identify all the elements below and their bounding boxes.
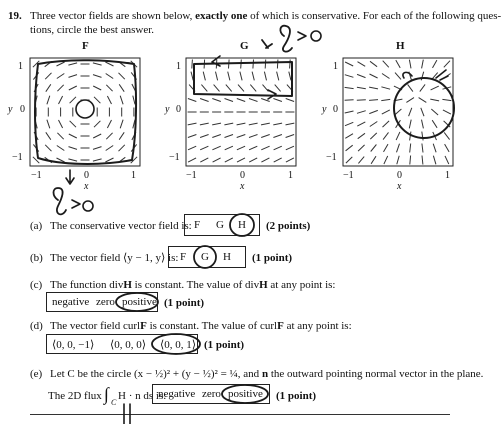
handwritten-arrow-f xyxy=(66,170,74,184)
field-segment xyxy=(444,132,449,139)
field-segment xyxy=(191,72,193,81)
plot-f-xtick-1: 1 xyxy=(131,170,136,181)
plot-f-ytick-neg1: −1 xyxy=(12,152,23,163)
question-a-label: (a) xyxy=(30,220,43,232)
plot-h-xlabel: x xyxy=(397,181,402,192)
field-segment xyxy=(381,99,390,100)
field-segment xyxy=(261,158,269,162)
field-segment xyxy=(433,60,437,68)
field-segment xyxy=(192,60,193,69)
field-segment xyxy=(46,84,51,91)
handwritten-circle-f xyxy=(76,100,94,118)
field-segment xyxy=(214,85,220,92)
question-b-option-g[interactable]: G xyxy=(201,251,209,263)
field-segment xyxy=(443,110,451,114)
field-segment xyxy=(273,135,282,138)
field-segment xyxy=(188,99,196,102)
question-e-option-negative[interactable]: negative xyxy=(158,388,196,400)
field-segment xyxy=(200,99,209,102)
field-segment xyxy=(59,120,63,128)
plot-g-ytick-1: 1 xyxy=(176,61,181,72)
plot-h-xtick-0: 0 xyxy=(397,170,402,181)
handwritten-gt-f xyxy=(72,200,80,208)
field-segment xyxy=(70,97,76,103)
page-separator xyxy=(30,414,450,415)
field-segment xyxy=(370,133,377,139)
field-segment xyxy=(45,73,51,79)
field-segment xyxy=(383,132,388,139)
field-segment xyxy=(286,99,294,102)
field-segment xyxy=(212,135,221,138)
field-segment xyxy=(264,72,266,81)
field-segment xyxy=(261,135,270,138)
field-segment xyxy=(69,86,77,90)
question-a-option-g[interactable]: G xyxy=(216,219,224,231)
field-segment xyxy=(261,146,269,150)
field-segment xyxy=(216,72,218,81)
field-segment xyxy=(94,121,100,127)
field-segment xyxy=(421,108,424,116)
field-segment xyxy=(120,120,123,129)
field-segment xyxy=(188,146,196,150)
field-segment xyxy=(253,60,254,69)
question-a-option-f[interactable]: F xyxy=(194,219,201,231)
field-segment xyxy=(249,135,258,138)
field-segment xyxy=(345,62,353,66)
field-segment xyxy=(226,85,232,92)
field-segment xyxy=(286,123,295,125)
question-d-text-1: The vector field curl xyxy=(50,320,141,332)
field-segment xyxy=(422,120,424,129)
field-segment xyxy=(274,158,282,162)
field-segment xyxy=(273,123,282,125)
plot-f-xtick-0: 0 xyxy=(84,170,89,181)
plot-f-xlabel: x xyxy=(84,181,89,192)
question-a-points: (2 points) xyxy=(266,220,311,232)
question-c-points: (1 point) xyxy=(164,297,205,309)
field-segment xyxy=(345,111,354,113)
question-b-option-f[interactable]: F xyxy=(180,251,187,263)
field-segment xyxy=(431,86,439,90)
field-segment xyxy=(286,158,294,162)
field-segment xyxy=(237,158,245,162)
field-segment xyxy=(410,144,411,153)
field-segment xyxy=(93,75,102,78)
question-a-text: The conservative vector field is: xyxy=(50,220,192,232)
field-segment xyxy=(422,156,423,165)
field-segment xyxy=(250,85,256,92)
field-segment xyxy=(277,60,278,69)
field-segment xyxy=(106,85,112,91)
question-b-points: (1 point) xyxy=(252,252,293,264)
field-segment xyxy=(345,75,354,78)
field-segment xyxy=(69,75,78,78)
plot-title-g: G xyxy=(240,40,249,52)
plot-f-field xyxy=(33,61,137,163)
plot-title-h: H xyxy=(396,40,405,52)
plot-h-xtick-neg1: −1 xyxy=(343,170,354,181)
field-segment xyxy=(345,134,353,139)
plot-f-frame xyxy=(30,58,140,166)
question-e-integral-sub: C xyxy=(111,398,117,407)
intro-part-1: Three vector fields are shown below, xyxy=(30,10,193,22)
question-e-option-positive[interactable]: positive xyxy=(228,388,263,400)
field-segment xyxy=(289,72,291,81)
field-segment xyxy=(369,100,378,101)
question-e-text-1: Let C be the circle (x − ½)² + (y − ½)² = ¼, and xyxy=(50,368,260,380)
handwritten-mark-h2 xyxy=(436,70,448,80)
field-segment xyxy=(358,157,364,164)
question-c-text-bold: H xyxy=(123,279,132,291)
field-segment xyxy=(69,147,78,150)
field-segment xyxy=(46,132,51,139)
field-segment xyxy=(422,60,424,69)
field-segment xyxy=(357,100,366,101)
question-e-flux-2: H · n ds is: xyxy=(118,390,167,402)
field-segment xyxy=(105,62,113,66)
field-segment xyxy=(119,132,124,139)
question-b-text: The vector field ⟨y − 1, y⟩ is: xyxy=(50,252,179,264)
field-segment xyxy=(358,62,366,67)
plot-g-xtick-0: 0 xyxy=(240,170,245,181)
field-segment xyxy=(370,122,378,127)
field-segment xyxy=(357,74,365,77)
intro-bold: exactly one xyxy=(195,10,248,22)
field-segment xyxy=(237,135,246,138)
field-segment xyxy=(370,61,377,66)
field-segment xyxy=(346,145,353,151)
question-b-label: (b) xyxy=(30,252,43,264)
field-segment xyxy=(107,120,111,128)
field-segment xyxy=(273,99,282,102)
field-segment xyxy=(119,84,124,91)
field-segment xyxy=(200,123,209,125)
field-segment xyxy=(431,109,438,115)
field-segment xyxy=(225,99,234,102)
question-d-text-bold: F xyxy=(140,320,147,332)
handwritten-zero-g xyxy=(311,31,321,41)
field-segment xyxy=(119,145,125,151)
field-segment xyxy=(213,158,221,162)
field-segment xyxy=(212,99,221,102)
field-segment xyxy=(382,74,390,79)
field-segment xyxy=(397,156,399,165)
field-segment xyxy=(105,158,113,162)
field-segment xyxy=(212,123,221,125)
plot-h-ytick-0: 0 xyxy=(333,104,338,115)
field-segment xyxy=(369,87,378,89)
question-e-text xyxy=(50,368,483,381)
field-segment xyxy=(383,61,389,68)
field-segment xyxy=(59,96,63,104)
field-segment xyxy=(249,123,258,125)
field-segment xyxy=(383,121,390,127)
field-segment xyxy=(422,144,423,153)
field-segment xyxy=(238,85,244,92)
field-segment xyxy=(445,144,450,152)
field-segment xyxy=(409,60,411,69)
question-a-option-h[interactable]: H xyxy=(238,219,246,231)
field-segment xyxy=(94,97,100,103)
intro-part-2: of which is conservative. For each of the following ques- xyxy=(250,10,501,22)
field-segment xyxy=(275,85,281,92)
question-b-option-h[interactable]: H xyxy=(223,251,231,263)
field-segment xyxy=(93,63,102,65)
field-segment xyxy=(430,99,439,101)
plot-g-xtick-1: 1 xyxy=(288,170,293,181)
field-segment xyxy=(93,159,102,161)
field-segment xyxy=(444,61,450,68)
field-segment xyxy=(397,144,400,153)
field-segment xyxy=(225,146,233,150)
field-segment xyxy=(200,158,208,162)
field-segment xyxy=(120,96,123,105)
field-segment xyxy=(346,157,352,163)
field-segment xyxy=(224,123,233,125)
handwritten-arrow-g xyxy=(262,40,272,48)
field-segment xyxy=(225,135,234,138)
field-segment xyxy=(57,62,65,66)
field-segment xyxy=(203,72,205,81)
field-segment xyxy=(357,87,366,88)
field-segment xyxy=(345,87,354,88)
field-segment xyxy=(212,146,220,150)
question-e-integral-sign: ∫ xyxy=(104,384,109,404)
field-segment xyxy=(371,156,376,164)
field-segment xyxy=(420,84,425,91)
problem-intro-line2: tions, circle the best answer. xyxy=(30,24,155,36)
field-segment xyxy=(57,133,63,139)
field-segment xyxy=(106,146,114,151)
field-segment xyxy=(286,146,294,150)
handwritten-arrowhead-g2 xyxy=(268,90,276,99)
field-segment xyxy=(237,123,246,125)
question-d-label: (d) xyxy=(30,320,43,332)
question-d-option-1[interactable]: ⟨0, 0, −1⟩ xyxy=(52,339,95,351)
field-segment xyxy=(237,99,245,102)
field-segment xyxy=(277,72,279,81)
question-c-option-negative[interactable]: negative xyxy=(52,296,90,308)
question-d-text-3: at any point is: xyxy=(286,320,352,332)
field-segment xyxy=(70,121,76,127)
handwritten-integral-g xyxy=(280,26,292,52)
plot-h-xtick-1: 1 xyxy=(445,170,450,181)
plot-f-xtick-neg1: −1 xyxy=(31,170,42,181)
question-d-option-2[interactable]: ⟨0, 0, 0⟩ xyxy=(110,339,147,351)
question-c-text-1: The function div xyxy=(50,279,124,291)
field-segment xyxy=(384,156,388,164)
question-c-text xyxy=(50,279,335,292)
plot-g-ytick-0: 0 xyxy=(176,104,181,115)
handwritten-integral-f xyxy=(54,188,67,214)
plot-g-ylabel: y xyxy=(165,104,170,115)
field-segment xyxy=(357,122,365,126)
field-segment xyxy=(201,85,207,92)
field-segment xyxy=(93,134,101,138)
field-segment xyxy=(252,72,254,81)
field-segment xyxy=(274,146,282,150)
field-segment xyxy=(188,158,196,162)
field-segment xyxy=(188,123,197,125)
plot-g-field xyxy=(188,60,295,163)
plot-h-field xyxy=(345,60,452,165)
field-segment xyxy=(47,120,50,129)
field-segment xyxy=(406,98,414,103)
field-segment xyxy=(188,135,197,138)
field-segment xyxy=(345,100,354,101)
question-d-text xyxy=(50,320,352,333)
plot-g-xtick-neg1: −1 xyxy=(186,170,197,181)
field-segment xyxy=(395,73,401,80)
question-d-points: (1 point) xyxy=(204,339,245,351)
field-segment xyxy=(371,145,377,152)
question-d-option-3[interactable]: ⟨0, 0, 1⟩ xyxy=(160,339,197,351)
plot-h-ytick-1: 1 xyxy=(333,61,338,72)
question-e-flux-1: The 2D flux xyxy=(48,390,102,402)
field-segment xyxy=(286,135,295,138)
question-e-label: (e) xyxy=(30,368,43,380)
field-segment xyxy=(107,96,111,104)
field-segment xyxy=(445,156,449,164)
field-segment xyxy=(240,72,242,81)
field-segment xyxy=(409,108,412,116)
field-segment xyxy=(433,156,436,165)
question-e-text-bold: n xyxy=(261,368,269,380)
field-segment xyxy=(68,63,77,65)
field-segment xyxy=(228,72,230,81)
field-segment xyxy=(357,111,366,114)
field-segment xyxy=(381,87,390,89)
field-segment xyxy=(396,60,400,68)
problem-number: 19. xyxy=(8,10,22,22)
field-segment xyxy=(433,144,436,153)
field-segment xyxy=(358,145,365,151)
plot-h-ylabel: y xyxy=(322,104,327,115)
plot-f-ylabel: y xyxy=(8,104,13,115)
field-segment xyxy=(133,96,135,105)
field-segment xyxy=(265,60,266,69)
field-segment xyxy=(57,146,65,151)
plot-h-ytick-neg1: −1 xyxy=(326,152,337,163)
question-c-option-zero[interactable]: zero xyxy=(96,296,115,308)
field-segment xyxy=(419,98,427,103)
field-segment xyxy=(106,74,114,79)
field-segment xyxy=(408,84,413,91)
field-segment xyxy=(93,147,102,150)
field-segment xyxy=(249,158,257,162)
handwritten-zero-f xyxy=(83,201,93,211)
field-segment xyxy=(422,132,423,141)
question-c-option-positive[interactable]: positive xyxy=(122,296,157,308)
plot-g-xlabel: x xyxy=(240,181,245,192)
field-segment xyxy=(200,146,208,150)
field-segment xyxy=(57,74,65,79)
field-segment xyxy=(249,99,258,102)
field-segment xyxy=(290,60,291,69)
question-e-text-2: the outward pointing normal vector in the plane. xyxy=(270,368,484,380)
field-segment xyxy=(432,120,437,128)
field-segment xyxy=(119,73,125,79)
question-c-text-2: is constant. The value of div xyxy=(134,279,260,291)
field-segment xyxy=(47,96,50,105)
field-segment xyxy=(68,159,77,161)
field-segment xyxy=(409,120,411,129)
field-segment xyxy=(93,86,101,90)
field-segment xyxy=(69,134,77,138)
field-segment xyxy=(410,156,411,165)
field-segment xyxy=(382,110,390,114)
field-segment xyxy=(249,146,257,150)
field-segment xyxy=(45,145,51,151)
field-segment xyxy=(345,122,353,125)
question-c-text-3: at any point is: xyxy=(270,279,336,291)
question-c-text-bold2: H xyxy=(259,279,268,291)
handwritten-circle-h xyxy=(394,78,454,138)
plot-title-f: F xyxy=(82,40,89,52)
handwritten-gt-g xyxy=(298,32,306,40)
field-segment xyxy=(57,85,63,91)
question-d-text-bold2: F xyxy=(277,320,284,332)
field-segment xyxy=(384,144,389,152)
field-segment xyxy=(200,135,209,138)
field-segment xyxy=(358,133,365,138)
question-d-text-2: is constant. The value of curl xyxy=(149,320,278,332)
field-segment xyxy=(369,110,378,113)
question-e-points: (1 point) xyxy=(276,390,317,402)
field-segment xyxy=(237,146,245,150)
field-segment xyxy=(225,158,233,162)
field-segment xyxy=(396,132,400,140)
field-segment xyxy=(442,99,451,100)
plot-f-ytick-1: 1 xyxy=(18,61,23,72)
field-segment xyxy=(106,133,112,139)
field-segment xyxy=(370,74,378,78)
question-e-option-zero[interactable]: zero xyxy=(202,388,221,400)
plot-f-ytick-0: 0 xyxy=(20,104,25,115)
plot-g-ytick-neg1: −1 xyxy=(169,152,180,163)
field-segment xyxy=(261,123,270,125)
question-c-label: (c) xyxy=(30,279,43,291)
